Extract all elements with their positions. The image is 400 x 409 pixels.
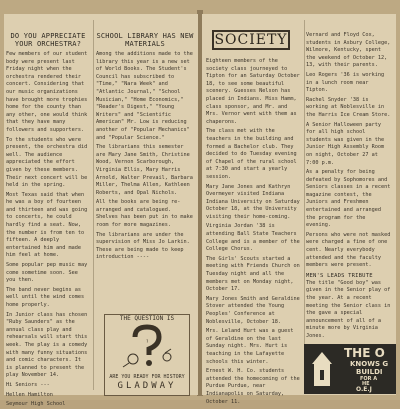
society-paragraph: Mary Jones Smith and Geraldine Stover attended the Young Peoples' Conference at Noblesville, October 18. (206, 295, 303, 325)
question-mark-illustration (105, 323, 189, 369)
news-paragraph: Rachel Snyder '38 is working at Noblesville in the Harris Ice Cream Store. (306, 96, 391, 118)
library-paragraph: The librarians are under the supervision of Miss Jo Larkin. These are being made to keep introduction ---- (96, 231, 193, 261)
news-paragraph: Persons who were not masked were charged a fine of one cent. Nearly everybody attended and the faculty members were present. (306, 231, 394, 269)
question-caption: ARE YOU READY FOR HISTORY (109, 374, 185, 380)
tribute-headline: MEN'S LEADS TRIBUTE (306, 272, 373, 279)
orchestra-paragraph: Most Texas said that when he was a boy of fourteen and thirteen and was going to concerts, he could hardly find a seat. Now, the number is from ten to fifteen. A deeply entertained him and made him feel at home. (6, 191, 91, 259)
society-paragraph: Mary Jane Jones and Kathryn Overmeyer visited Indiana Indiana University on Saturday October 18, at the University visiting their home-coming. (206, 183, 303, 220)
society-paragraph: Mrs. Leland Hurt was a guest of Geraldine on the last Sunday night. Mrs. Hurt is teaching in the Lafayette schools this winter. (206, 328, 297, 365)
news-paragraph: The title "Good boy" was given in the Senior play of the year. At a recent meeting the Senior class in the gave a special announcement of all of a minute more by Virginia Jones. (306, 279, 394, 339)
column-rule (93, 20, 94, 390)
column-society (206, 14, 303, 405)
banner-line: BUILDI (356, 368, 383, 376)
banner-line: KNOWS G (350, 360, 389, 368)
society-paragraph: Virginia Jordan '38 is attending Ball State Teachers College and is a member of the College Chorus. (206, 223, 303, 253)
society-paragraph: The class met with the teachers in the building and formed a Bachelor club. They decided to do Tuesday evening of Chapel of the rural school at 7:30 and start a yearly session. (206, 128, 300, 180)
orchestra-paragraph: The band never begins as well until the wind comes home properly. (6, 286, 88, 308)
society-paragraph: Ernest W. H. Co. students attended the homecoming of the Purdue Purdue, near Indianapolis on Saturday, October 11. (206, 368, 303, 405)
library-paragraph: All the books are being re-arranged and catalogued. Shelves has been put in to make room for more magazines. (96, 199, 196, 229)
left-page (4, 14, 198, 408)
news-paragraph: As a penalty for being defeated by Sophomores and Seniors classes in a recent magazine contest, the Juniors and Freshmen entertained and arranged the program for the evening. (306, 169, 394, 229)
news-paragraph: Leo Rogers '36 is working in a lunch room near Tipton. (306, 71, 388, 94)
ad-banner (304, 344, 396, 394)
library-paragraph: The librarians this semester are Mary Jane Smith, Christine Wood, Vernon Scarborough, Virginia Ellis, Mary Harris Arnold, Walter Prevail, Barbara Miller, Thelma Allen, Kathleen Roberts, and Opal Nichols. (96, 144, 196, 196)
question-signature: GLADWAY (117, 381, 177, 391)
question-mark-glyph: ? (146, 339, 149, 344)
column-news (306, 14, 392, 395)
orchestra-author: Hellen Hamilton (6, 391, 53, 398)
banner-line: THE O (344, 346, 385, 360)
orchestra-paragraph: In Junior class has chosen "Ruby Saunders" as the annual class play and rehearsals will start this week. The play is a comedy with many funny situations and comic characters. It is planned to present the play November 14. (6, 311, 91, 379)
column-rule (304, 20, 305, 390)
news-paragraph: Vernard and Floyd Cox, students in Asbury College, Wilmore, Kentucky, spent the weekend of October 12, 13, with their parents. (306, 32, 394, 69)
banner-line: HE (362, 381, 370, 387)
library-paragraph: Among the additions made to the library this year is a new set of World Books. The Student's Council has subscribed to "Time," "Nara Week" and "Atlantic Journal," "School Musician," "Home Economics," "Reader's Digest," "Young Writers" and "Scientific American" Mr. Low is reducing another of "Popular Mechanics" and "Popular Science." (96, 51, 196, 141)
society-paragraph: The Girls' Scouts started a meeting with Friends Church on Tuesday night and all the members met on Monday night, October 17. (206, 255, 303, 293)
orchestra-paragraph: Few members of our student body were present last Friday night when the orchestra rendered their concert. Considering that our music organizations have brought more trophies home for the county than any other, one would think that they have many followers and supporters. (6, 51, 91, 133)
column-orchestra (6, 14, 91, 408)
question-heading: THE QUESTION IS (119, 315, 175, 322)
orchestra-signoff: Hi Seniors --- (6, 381, 50, 388)
society-paragraph: Eighteen members of the society class journeyed to Tipton for an Saturday October 18, to see some beautiful scenery. Guesses Nelson has placed in Indians. Miss Hamm, class sponsor, and Mr. and Mrs. Vernor went with them as chaperons. (206, 58, 303, 125)
orchestra-paragraph: Some popular pep music may come sometime soon. See you then. (6, 262, 91, 284)
society-title: SOCIETY (214, 32, 288, 48)
news-paragraph: A Senior Halloween party for all high school students was given in the Junior High Assembly Room on night, October 27 at 7:00 p.m. (306, 121, 388, 166)
column-library (96, 14, 194, 395)
orchestra-school: Seymour High School (6, 401, 66, 408)
orchestra-headline: DO YOU APPRECIATE YOUR ORCHESTRA? (10, 32, 86, 48)
orchestra-paragraph: To the students who were present, the orchestra did well. The audience appreciated the effort given by these members. Their next concert will be held in the spring. (6, 136, 91, 189)
library-headline: SCHOOL LIBRARY HAS NEW MATERIALS (96, 32, 194, 48)
right-page (202, 14, 396, 405)
question-box (104, 314, 190, 396)
banner-line: O.E.J (356, 386, 372, 393)
banner-line: FOR A (360, 376, 378, 382)
lamp-icon (304, 344, 344, 394)
society-title-box (212, 30, 290, 50)
